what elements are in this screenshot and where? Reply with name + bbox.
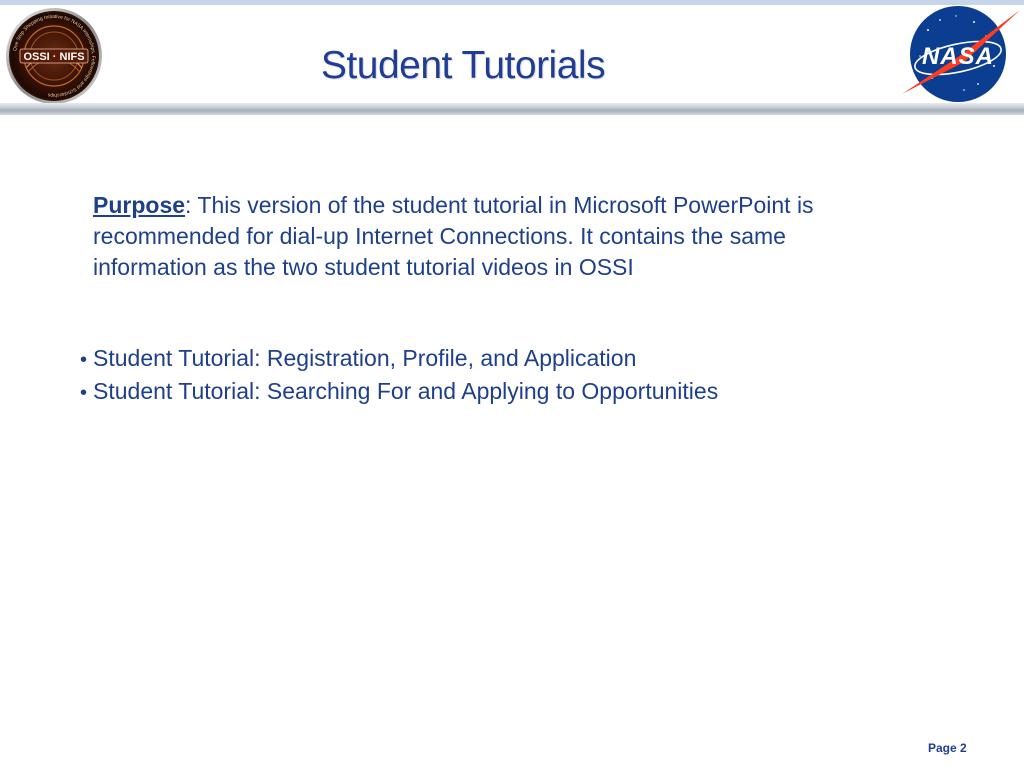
purpose-text: : This version of the student tutorial in Microsoft PowerPoint is recommended for dial-up Internet Connections. It contains the same information as the two student tutorial videos in OSSI <box>93 192 814 280</box>
list-item <box>80 376 880 409</box>
purpose-label: Purpose <box>93 192 186 218</box>
nasa-logo <box>898 2 1022 106</box>
bullet-icon: • <box>80 349 88 371</box>
header-divider <box>0 103 1024 115</box>
tutorial-list <box>80 343 880 409</box>
svg-text:NASA: NASA <box>921 43 995 70</box>
slide-title: Student Tutorials <box>320 44 606 87</box>
list-item <box>80 343 880 376</box>
bullet-icon: • <box>80 382 88 404</box>
purpose-paragraph <box>93 190 873 283</box>
list-item-text: Student Tutorial: Registration, Profile, and Application <box>93 345 637 371</box>
svg-text:One Stop Shopping Initiative f: One Stop Shopping Initiative for NASA Internships, Fellowships and Scholarships <box>12 13 97 99</box>
svg-text:OSSI · NIFS: OSSI · NIFS <box>23 51 85 63</box>
top-accent-stripe <box>0 0 1024 5</box>
page-number: Page 2 <box>928 741 967 755</box>
list-item-text: Student Tutorial: Searching For and Applying to Opportunities <box>93 378 719 404</box>
